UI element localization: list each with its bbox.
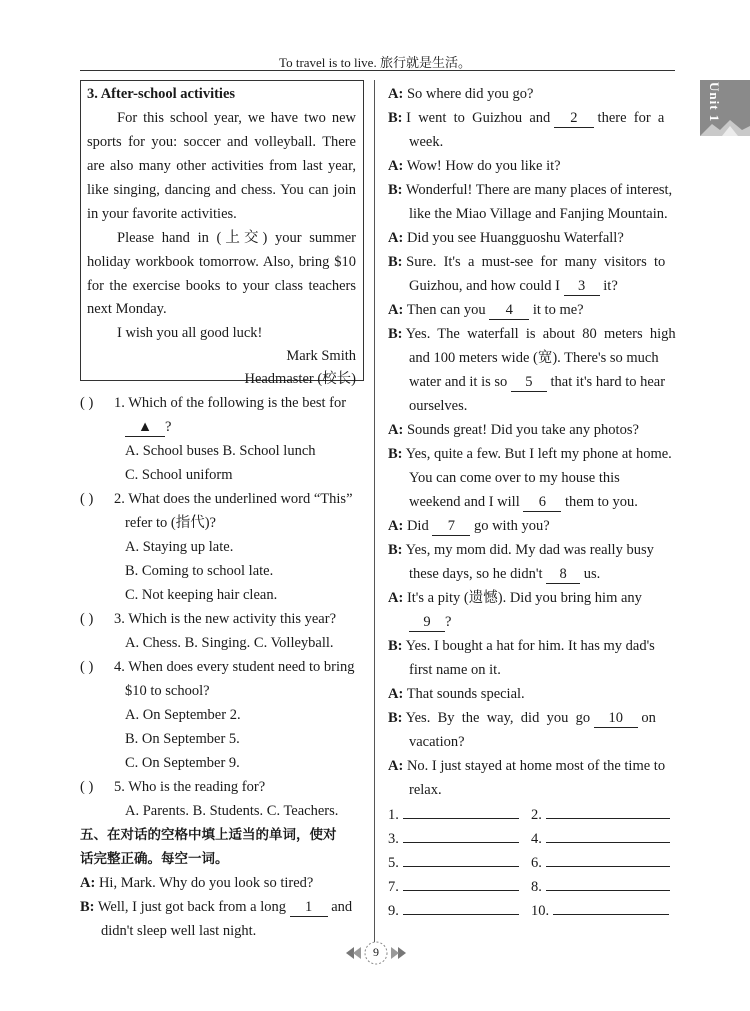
dialogue-line: ourselves. (409, 398, 468, 414)
dialogue-line: A: Then can you 4 it to me? (388, 302, 584, 318)
answer-line-7[interactable]: 7. (388, 878, 519, 896)
page-number: 9 (373, 945, 379, 959)
section-heading: 五、在对话的空格中填上适当的单词，使对 (80, 827, 337, 843)
answer-line-8[interactable]: 8. (531, 878, 670, 896)
answer-paren[interactable]: ( ) (80, 395, 94, 411)
answer-line-10[interactable]: 10. (531, 902, 669, 920)
dialogue-line: A: Wow! How do you like it? (388, 158, 561, 174)
option: A. Parents. B. Students. C. Teachers. (125, 803, 339, 819)
dialogue-line: B: Well, I just got back from a long 1 and (80, 899, 353, 915)
dialogue-line: these days, so he didn't 8 us. (409, 566, 601, 582)
dialogue-line: water and it is so 5 that it's hard to hear (409, 374, 666, 390)
dialogue-line: A: So where did you go? (388, 86, 534, 102)
dialogue-line: A: No. I just stayed at home most of the time to (388, 758, 666, 774)
passage-title: 3. After-school activities (87, 86, 236, 102)
dialogue-line: Guizhou, and how could I 3 it? (409, 278, 618, 294)
option: A. Staying up late. (125, 539, 234, 555)
passage-line: I wish you all good luck! (117, 325, 263, 341)
blank-1: ▲ (125, 418, 165, 437)
passage-line: For this school year, we have two new (117, 110, 356, 126)
dialogue-line: B: I went to Guizhou and 2 there for a (388, 110, 665, 126)
dialogue-line: A: Did you see Huangguoshu Waterfall? (388, 230, 624, 246)
mountain-icon (700, 116, 750, 136)
section-heading: 话完整正确。每空一词。 (80, 851, 229, 867)
passage-line: for the exercise books to your class teachers (87, 278, 356, 294)
option: A. On September 2. (125, 707, 241, 723)
passage-line: in your favorite activities. (87, 206, 237, 222)
answer-line-2[interactable]: 2. (531, 806, 670, 824)
question-stem: $10 to school? (125, 683, 210, 699)
passage-line: like singing, dancing and chess. You can join (87, 182, 356, 198)
answer-line-4[interactable]: 4. (531, 830, 670, 848)
dialogue-line: A: Sounds great! Did you take any photos? (388, 422, 639, 438)
unit-tab-label: Unit 1 (707, 82, 722, 123)
option: B. Coming to school late. (125, 563, 274, 579)
passage-line: holiday workbook tomorrow. Also, bring $10 (87, 254, 356, 270)
answer-line-9[interactable]: 9. (388, 902, 519, 920)
option: C. School uniform (125, 467, 233, 483)
passage-line: Please hand in (上交) your summer (117, 230, 356, 246)
passage-line: are also many other activities from last year, (87, 158, 356, 174)
dialogue-line: week. (409, 134, 444, 150)
option: A. School buses B. School lunch (125, 443, 316, 459)
answer-line-3[interactable]: 3. (388, 830, 519, 848)
blank-8: 8 (546, 565, 580, 584)
question-stem: refer to (指代)? (125, 515, 216, 531)
dialogue-line: B: Yes. The waterfall is about 80 meters high (388, 326, 676, 342)
dialogue-line: and 100 meters wide (宽). There's so much (409, 350, 659, 366)
question-stem: 5. Who is the reading for? (114, 779, 266, 795)
blank-10: 10 (594, 709, 638, 728)
answer-line-1[interactable]: 1. (388, 806, 519, 824)
question-stem: 1. Which of the following is the best for (114, 395, 347, 411)
passage-line: sports for you: soccer and volleyball. There (87, 134, 356, 150)
blank-6: 6 (523, 493, 561, 512)
option: B. On September 5. (125, 731, 240, 747)
blank-9: 9 (409, 613, 445, 632)
dialogue-line: A: Hi, Mark. Why do you look so tired? (80, 875, 314, 891)
question-stem: 4. When does every student need to bring (114, 659, 355, 675)
dialogue-line: relax. (409, 782, 442, 798)
signature: Mark Smith (286, 348, 356, 364)
answer-line-6[interactable]: 6. (531, 854, 670, 872)
answer-paren[interactable]: ( ) (80, 659, 94, 675)
dialogue-line: A: It's a pity (遗憾). Did you bring him any (388, 590, 642, 606)
dialogue-line: B: Yes. I bought a hat for him. It has my dad's (388, 638, 655, 654)
question-stem: 3. Which is the new activity this year? (114, 611, 337, 627)
blank-4: 4 (489, 301, 529, 320)
answer-line-5[interactable]: 5. (388, 854, 519, 872)
header-rule (80, 70, 675, 71)
answer-paren[interactable]: ( ) (80, 491, 94, 507)
dialogue-line: B: Yes. By the way, did you go 10 on (388, 710, 656, 726)
option: C. Not keeping hair clean. (125, 587, 278, 603)
dialogue-line: A: Did 7 go with you? (388, 518, 550, 534)
option: C. On September 9. (125, 755, 240, 771)
dialogue-line: B: Yes, my mom did. My dad was really busy (388, 542, 654, 558)
dialogue-line: B: Sure. It's a must-see for many visitors to (388, 254, 666, 270)
answer-paren[interactable]: ( ) (80, 611, 94, 627)
passage-line: next Monday. (87, 301, 167, 317)
blank-2: 2 (554, 109, 594, 128)
blank-5: 5 (511, 373, 547, 392)
question-stem: 2. What does the underlined word “This” (114, 491, 353, 507)
dialogue-line: didn't sleep well last night. (101, 923, 257, 939)
blank-1: 1 (290, 898, 328, 917)
dialogue-line: B: Yes, quite a few. But I left my phone at home. (388, 446, 672, 462)
blank-3: 3 (564, 277, 600, 296)
question-stem-blank: ▲ ? (125, 418, 171, 437)
dialogue-line: like the Miao Village and Fanjing Mountain. (409, 206, 668, 222)
option: A. Chess. B. Singing. C. Volleyball. (125, 635, 334, 651)
column-divider (374, 80, 375, 942)
blank-7: 7 (432, 517, 470, 536)
dialogue-line: You can come over to my house this (409, 470, 620, 486)
dialogue-line: 9 ? (409, 613, 451, 632)
page-number-ornament (344, 938, 408, 968)
unit-tab (700, 80, 750, 136)
dialogue-line: B: Wonderful! There are many places of interest, (388, 182, 673, 198)
dialogue-line: vacation? (409, 734, 465, 750)
answer-paren[interactable]: ( ) (80, 779, 94, 795)
dialogue-line: first name on it. (409, 662, 501, 678)
dialogue-line: A: That sounds special. (388, 686, 525, 702)
signature-title: Headmaster (校长) (244, 371, 356, 387)
running-header: To travel is to live. 旅行就是生活。 (279, 55, 471, 70)
dialogue-line: weekend and I will 6 them to you. (409, 494, 638, 510)
